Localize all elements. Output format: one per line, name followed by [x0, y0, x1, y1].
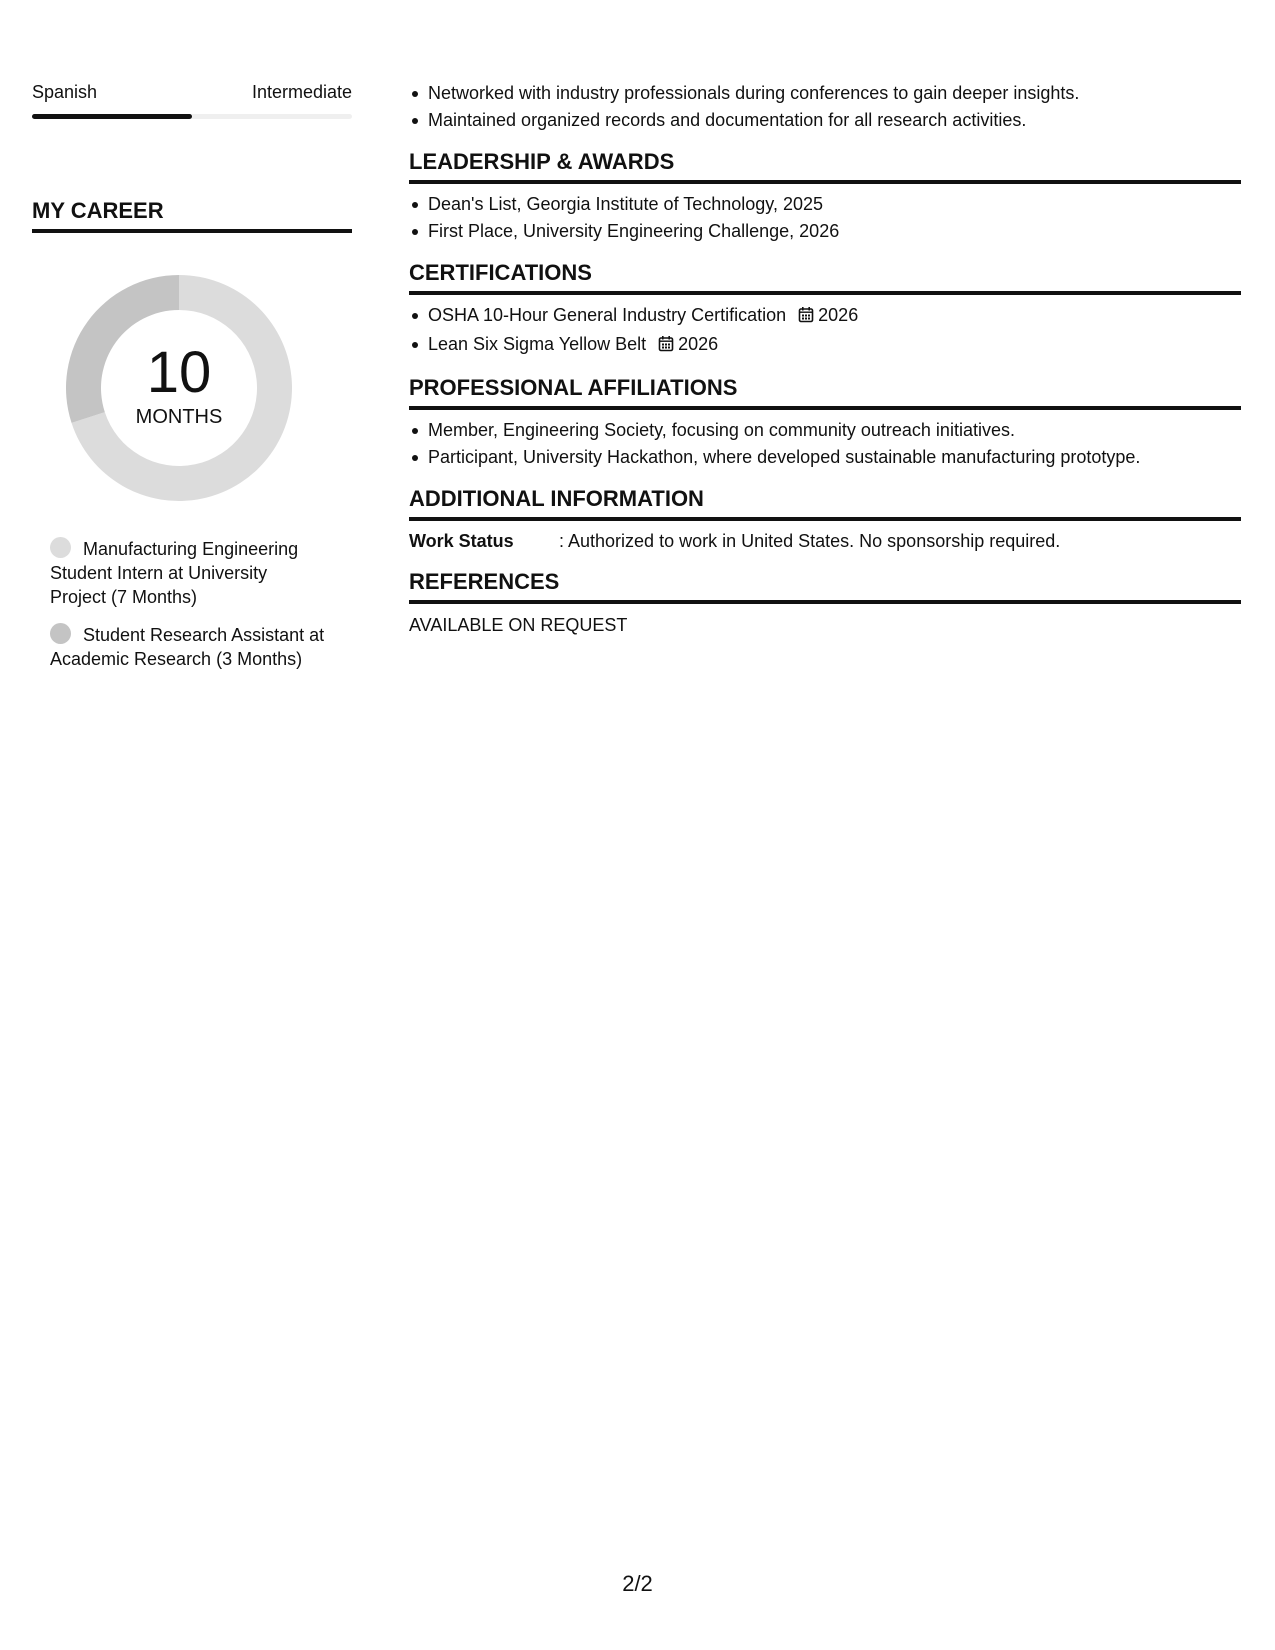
list-item: First Place, University Engineering Challenge, 2026 — [428, 218, 1241, 245]
career-donut-chart — [66, 275, 292, 501]
language-proficiency-bar — [32, 114, 352, 119]
legend-label: Manufacturing Engineering Student Intern at University Project (7 Months) — [50, 539, 299, 607]
language-row — [32, 80, 352, 104]
list-item: Participant, University Hackathon, where developed sustainable manufacturing prototype. — [428, 444, 1241, 471]
list-item — [428, 302, 1241, 331]
legend-dot — [50, 537, 71, 558]
right-column — [409, 80, 1241, 638]
experience-bullets — [409, 80, 1241, 134]
certification-name: Lean Six Sigma Yellow Belt — [428, 334, 647, 354]
work-status-label: Work Status — [409, 531, 514, 551]
certifications-heading: CERTIFICATIONS — [409, 259, 1241, 295]
list-item: Member, Engineering Society, focusing on community outreach initiatives. — [428, 417, 1241, 444]
language-level: Intermediate — [251, 82, 352, 102]
additional-info-heading: ADDITIONAL INFORMATION — [409, 485, 1241, 521]
legend-label: Student Research Assistant at Academic Research (3 Months) — [50, 625, 325, 669]
left-column — [32, 80, 352, 685]
certification-name: OSHA 10-Hour General Industry Certification — [428, 305, 787, 325]
certifications-list — [409, 302, 1241, 360]
leadership-heading: LEADERSHIP & AWARDS — [409, 148, 1241, 184]
career-legend — [32, 537, 325, 671]
page-number: 2/2 — [622, 1571, 653, 1596]
calendar-icon — [798, 304, 814, 331]
leadership-list — [409, 191, 1241, 245]
work-status-row — [409, 528, 1241, 554]
affiliations-heading: PROFESSIONAL AFFILIATIONS — [409, 374, 1241, 410]
donut-center-label — [66, 275, 292, 501]
career-total-value: 10 — [146, 340, 212, 405]
list-item: Dean's List, Georgia Institute of Technology, 2025 — [428, 191, 1241, 218]
list-item — [428, 331, 1241, 360]
legend-item — [50, 623, 325, 671]
calendar-icon — [658, 333, 674, 360]
career-heading: MY CAREER — [32, 197, 352, 233]
certification-year: 2026 — [678, 334, 719, 354]
references-heading: REFERENCES — [409, 568, 1241, 604]
work-status-value: : Authorized to work in United States. No sponsorship required. — [559, 531, 1061, 551]
language-proficiency-fill — [32, 114, 192, 119]
legend-dot — [50, 623, 71, 644]
language-name: Spanish — [32, 82, 98, 102]
references-text: AVAILABLE ON REQUEST — [409, 615, 628, 635]
career-total-unit: MONTHS — [135, 406, 223, 428]
list-item: Maintained organized records and documentation for all research activities. — [428, 107, 1241, 134]
list-item: Networked with industry professionals during conferences to gain deeper insights. — [428, 80, 1241, 107]
affiliations-list — [409, 417, 1241, 471]
certification-year: 2026 — [818, 305, 859, 325]
legend-item — [50, 537, 325, 609]
